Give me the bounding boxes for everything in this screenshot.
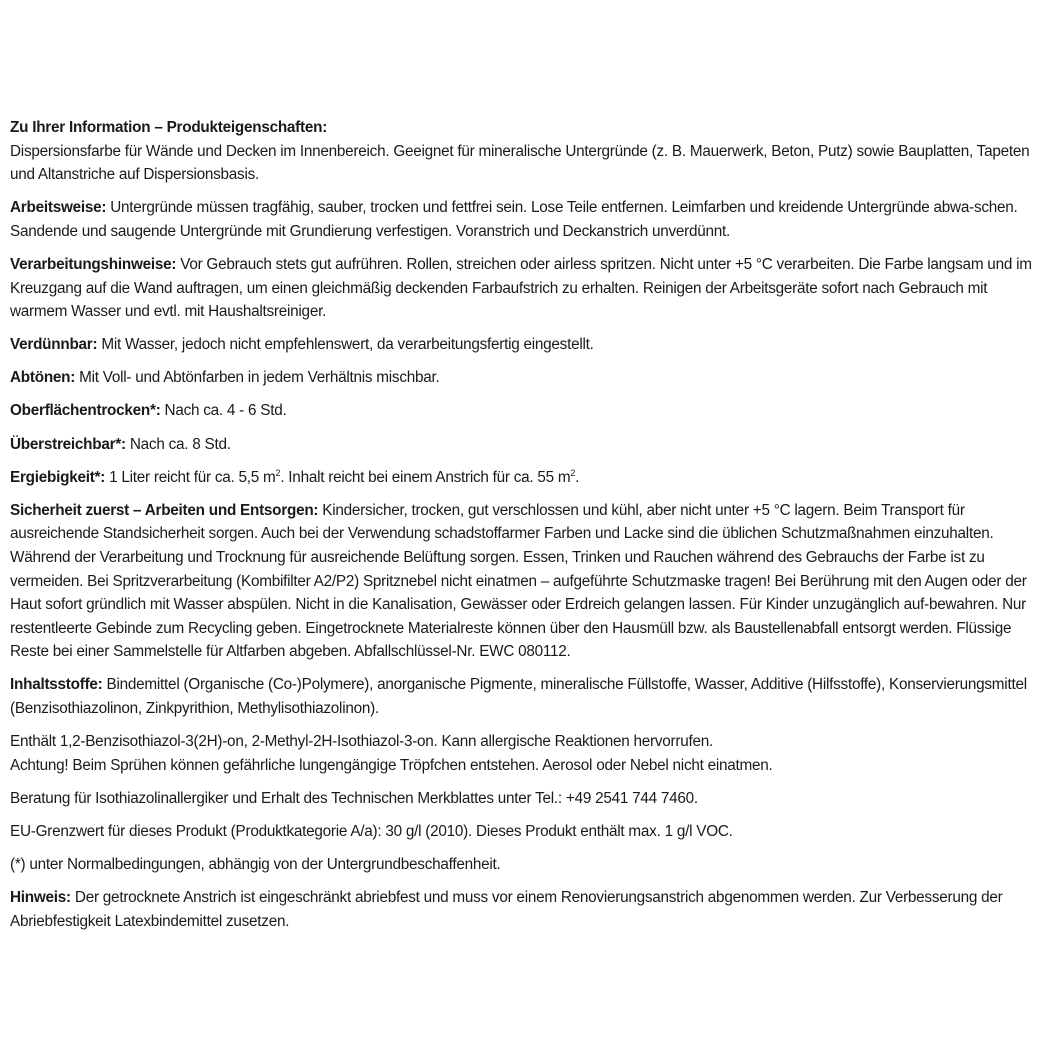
section-verarbeitungshinweise	[10, 253, 1046, 324]
text-abtoenen: Mit Voll- und Abtönfarben in jedem Verhältnis mischbar.	[75, 369, 440, 387]
label-sicherheit: Sicherheit zuerst – Arbeiten und Entsorgen:	[10, 501, 319, 519]
text-verduennbar: Mit Wasser, jedoch nicht empfehlenswert, da verarbeitungsfertig eingestellt.	[97, 336, 594, 354]
section-warnung	[10, 730, 1046, 777]
text-grenzwert: EU-Grenzwert für dieses Produkt (Produktkategorie A/a): 30 g/l (2010). Dieses Produkt enthält max. 1 g/l VOC.	[10, 822, 733, 840]
section-fussnote	[10, 853, 1046, 877]
section-grenzwert	[10, 820, 1046, 844]
text-inhaltsstoffe: Bindemittel (Organische (Co-)Polymere), anorganische Pigmente, mineralische Füllstoffe, Wasser, Additive (Hilfsstoffe), Konservierungsmittel (Benzisothiazolinon, Zinkpyrithion, Methylisothiazolinon).	[10, 676, 1027, 717]
text-ergiebigkeit-b: . Inhalt reicht bei einem Anstrich für ca. 55 m	[280, 468, 571, 486]
section-inhaltsstoffe	[10, 673, 1046, 720]
text-beratung: Beratung für Isothiazolinallergiker und Erhalt des Technischen Merkblattes unter Tel.: +49 2541 744 7460.	[10, 789, 698, 807]
section-abtoenen	[10, 366, 1046, 390]
section-ueberstreichbar	[10, 433, 1046, 457]
label-ergiebigkeit: Ergiebigkeit*:	[10, 468, 106, 486]
text-fussnote: (*) unter Normalbedingungen, abhängig von der Untergrundbeschaffenheit.	[10, 855, 501, 873]
label-verarbeitungshinweise: Verarbeitungshinweise:	[10, 255, 177, 273]
label-ueberstreichbar: Überstreichbar*:	[10, 435, 126, 453]
warnung-line-2: Achtung! Beim Sprühen können gefährliche lungengängige Tröpfchen entstehen. Aerosol oder Nebel nicht einatmen.	[10, 756, 773, 774]
product-info-document	[10, 116, 1046, 943]
text-verarbeitungshinweise: Vor Gebrauch stets gut aufrühren. Rollen, streichen oder airless spritzen. Nicht unter +5 °C verarbeiten. Die Farbe langsam und im Kreuzgang auf die Wand auftragen, um einen gleichmäßig deckenden Farbaufstrich zu erhalten. Reinigen der Arbeitsgeräte sofort nach Gebrauch mit warmem Wasser und evtl. mit Haushaltsreiniger.	[10, 255, 1032, 321]
section-title-produkteigenschaften: Zu Ihrer Information – Produkteigenschaften:	[10, 119, 328, 136]
text-hinweis: Der getrocknete Anstrich ist eingeschränkt abriebfest und muss vor einem Renovierungsanstrich abgenommen werden. Zur Verbesserung der Abriebfestigkeit Latexbindemittel zusetzen.	[10, 889, 1003, 930]
section-hinweis	[10, 886, 1046, 933]
superscript-square-a: 2	[275, 467, 281, 478]
label-oberflaechentrocken: Oberflächentrocken*:	[10, 402, 161, 420]
text-ergiebigkeit-a: 1 Liter reicht für ca. 5,5 m	[105, 468, 276, 486]
label-arbeitsweise: Arbeitsweise:	[10, 199, 107, 217]
section-sicherheit	[10, 499, 1046, 664]
section-arbeitsweise	[10, 196, 1046, 243]
text-oberflaechentrocken: Nach ca. 4 - 6 Std.	[160, 402, 287, 420]
section-verduennbar	[10, 333, 1046, 357]
section-ergiebigkeit	[10, 466, 1046, 490]
label-hinweis: Hinweis:	[10, 889, 71, 907]
text-arbeitsweise: Untergründe müssen tragfähig, sauber, trocken und fettfrei sein. Lose Teile entfernen. Leimfarben und kreidende Untergründe abwa-schen. Sandende und saugende Untergründe mit Grundierung verfestigen. Voranstrich und Deckanstrich unverdünnt.	[10, 199, 1018, 240]
label-inhaltsstoffe: Inhaltsstoffe:	[10, 676, 103, 694]
superscript-square-b: 2	[570, 467, 576, 478]
label-abtoenen: Abtönen:	[10, 369, 76, 387]
text-ergiebigkeit-c: .	[575, 468, 580, 486]
text-sicherheit: Kindersicher, trocken, gut verschlossen und kühl, aber nicht unter +5 °C lagern. Beim Transport für ausreichende Standsicherheit sorgen. Auch bei der Verwendung schadstoffarmer Farben und Lacke sind die üblichen Schutzmaßnahmen einzuhalten. Während der Verarbeitung und Trocknung für ausreichende Belüftung sorgen. Essen, Trinken und Rauchen während des Gebrauchs der Farbe ist zu vermeiden. Bei Spritzverarbeitung (Kombifilter A2/P2) Spritznebel nicht einatmen – aufgeführte Schutzmaske tragen! Bei Berührung mit den Augen oder der Haut sofort gründlich mit Wasser abspülen. Nicht in die Kanalisation, Gewässer oder Erdreich gelangen lassen. Für Kinder unzugänglich auf-bewahren. Nur restentleerte Gebinde zum Recycling geben. Eingetrocknete Materialreste können über den Hausmüll bzw. als Baustellenabfall entsorgt werden. Flüssige Reste bei einer Sammelstelle für Altfarben abgeben. Abfallschlüssel-Nr. EWC 080112.	[10, 501, 1027, 661]
section-text-produkteigenschaften: Dispersionsfarbe für Wände und Decken im Innenbereich. Geeignet für mineralische Untergründe (z. B. Mauerwerk, Beton, Putz) sowie Bauplatten, Tapeten und Altanstriche auf Dispersionsbasis.	[10, 142, 1030, 184]
section-oberflaechentrocken	[10, 399, 1046, 423]
label-verduennbar: Verdünnbar:	[10, 336, 98, 354]
text-ueberstreichbar: Nach ca. 8 Std.	[125, 435, 231, 453]
warnung-line-1: Enthält 1,2-Benzisothiazol-3(2H)-on, 2-Methyl-2H-Isothiazol-3-on. Kann allergische Reaktionen hervorrufen.	[10, 733, 714, 751]
section-produkteigenschaften	[10, 116, 1046, 187]
section-beratung	[10, 787, 1046, 811]
